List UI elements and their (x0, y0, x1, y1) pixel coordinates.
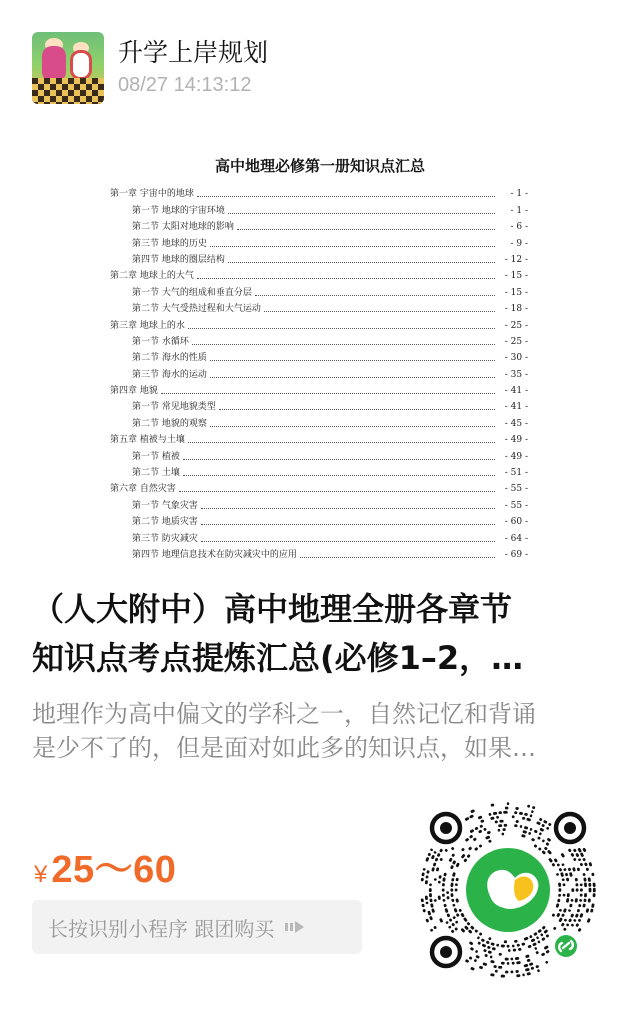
toc-label: 第二节 太阳对地球的影响 (132, 222, 234, 233)
toc-page-number: - 25 - (504, 320, 528, 331)
toc-label: 第四章 地貌 (110, 386, 158, 397)
toc-label: 第六章 自然灾害 (110, 484, 176, 495)
toc-section-row (110, 348, 530, 364)
toc-section-row (110, 495, 530, 511)
toc-page-number: - 49 - (504, 451, 528, 462)
toc-page-number: - 25 - (504, 336, 528, 347)
long-press-hint (32, 900, 362, 954)
toc-section-row (110, 446, 530, 462)
toc-label: 第二节 地质灾害 (132, 517, 198, 528)
toc-section-row (110, 200, 530, 216)
toc-section-row (110, 299, 530, 315)
toc-chapter-row (110, 430, 530, 446)
toc-leader-dots (161, 393, 495, 394)
toc-page-number: - 41 - (504, 386, 528, 397)
toc-label: 第二章 地球上的大气 (110, 271, 194, 282)
toc-leader-dots (237, 229, 495, 230)
toc-section-row (110, 282, 530, 298)
miniprogram-logo-icon (461, 843, 555, 937)
toc-page-number: - 35 - (504, 369, 528, 380)
toc-section-row (110, 512, 530, 528)
toc-leader-dots (264, 311, 495, 312)
toc-leader-dots (228, 262, 495, 263)
toc-page-number: - 30 - (504, 353, 528, 364)
toc-chapter-row (110, 381, 530, 397)
toc-label: 第一节 大气的组成和垂直分层 (132, 287, 252, 298)
toc-leader-dots (183, 475, 495, 476)
product-title-line: 知识点考点提炼汇总(必修1–2，… (32, 639, 524, 677)
toc-page-number: - 1 - (510, 189, 528, 200)
toc-leader-dots (192, 344, 495, 345)
toc-label: 第四节 地理信息技术在防灾减灾中的应用 (132, 549, 297, 560)
toc-page-number: - 69 - (504, 549, 528, 560)
product-title[interactable] (32, 585, 598, 683)
toc-page-number: - 41 - (504, 402, 528, 413)
toc-label: 第一节 地球的宇宙环境 (132, 205, 225, 216)
toc-section-row (110, 397, 530, 413)
toc-leader-dots (210, 426, 495, 427)
table-of-contents (110, 184, 530, 561)
price-amount: 25～60 (51, 849, 177, 891)
toc-label: 第三节 防灾减灾 (132, 533, 198, 544)
toc-section-row (110, 528, 530, 544)
toc-leader-dots (201, 524, 495, 525)
toc-label: 第二节 土壤 (132, 468, 180, 479)
account-name[interactable]: 升学上岸规划 (118, 38, 269, 67)
toc-section-row (110, 545, 530, 561)
toc-label: 第一节 气象灾害 (132, 500, 198, 511)
avatar[interactable] (32, 32, 104, 104)
post-header (32, 32, 268, 104)
toc-page-number: - 6 - (510, 222, 528, 233)
toc-label: 第三章 地球上的水 (110, 320, 185, 331)
toc-page-number: - 15 - (504, 287, 528, 298)
toc-section-row (110, 233, 530, 249)
price (34, 838, 176, 893)
toc-chapter-row (110, 266, 530, 282)
toc-label: 第二节 海水的性质 (132, 353, 207, 364)
product-description-line: 地理作为高中偏文的学科之一，自然记忆和背诵 (32, 700, 536, 728)
toc-label: 第四节 地球的圈层结构 (132, 254, 225, 265)
document-title: 高中地理必修第一册知识点汇总 (214, 157, 425, 175)
long-press-arrow-icon (284, 918, 306, 936)
toc-leader-dots (183, 459, 495, 460)
toc-leader-dots (210, 360, 495, 361)
toc-page-number: - 15 - (504, 271, 528, 282)
toc-label: 第三节 地球的历史 (132, 238, 207, 249)
toc-label: 第一节 植被 (132, 451, 180, 462)
toc-leader-dots (197, 278, 495, 279)
toc-label: 第五章 植被与土壤 (110, 435, 185, 446)
avatar-figure (42, 46, 66, 82)
toc-chapter-row (110, 479, 530, 495)
toc-leader-dots (255, 295, 495, 296)
toc-page-number: - 9 - (510, 238, 528, 249)
toc-page-number: - 55 - (504, 500, 528, 511)
toc-section-row (110, 463, 530, 479)
toc-leader-dots (179, 491, 495, 492)
toc-section-row (110, 413, 530, 429)
avatar-figure (70, 50, 92, 80)
toc-chapter-row (110, 184, 530, 200)
long-press-hint-text: 长按识别小程序 跟团购买 (48, 916, 275, 941)
toc-leader-dots (188, 328, 495, 329)
product-title-line: （人大附中）高中地理全册各章节 (32, 590, 513, 628)
toc-page-number: - 18 - (504, 304, 528, 315)
toc-page-number: - 51 - (504, 468, 528, 479)
toc-leader-dots (188, 442, 495, 443)
miniprogram-code[interactable] (418, 800, 598, 980)
toc-leader-dots (201, 508, 495, 509)
product-description-line: 是少不了的，但是面对如此多的知识点，如果… (32, 734, 536, 762)
header-text (118, 37, 268, 99)
toc-label: 第一节 水循环 (132, 336, 189, 347)
toc-page-number: - 55 - (504, 484, 528, 495)
toc-leader-dots (210, 377, 495, 378)
toc-leader-dots (197, 196, 495, 197)
toc-section-row (110, 217, 530, 233)
toc-leader-dots (201, 541, 495, 542)
toc-chapter-row (110, 315, 530, 331)
toc-page-number: - 1 - (510, 205, 528, 216)
toc-leader-dots (210, 246, 495, 247)
toc-label: 第二节 大气受热过程和大气运动 (132, 304, 261, 315)
toc-label: 第二节 地貌的观察 (132, 418, 207, 429)
toc-page-number: - 64 - (504, 533, 528, 544)
toc-label: 第一章 宇宙中的地球 (110, 189, 194, 200)
avatar-checker-floor (32, 78, 104, 104)
toc-section-row (110, 250, 530, 266)
toc-section-row (110, 364, 530, 380)
toc-page-number: - 12 - (504, 254, 528, 265)
toc-label: 第三节 海水的运动 (132, 369, 207, 380)
product-description (32, 697, 598, 765)
toc-leader-dots (228, 213, 495, 214)
toc-leader-dots (300, 557, 495, 558)
toc-section-row (110, 332, 530, 348)
toc-page-number: - 60 - (504, 517, 528, 528)
price-currency: ¥ (34, 861, 48, 888)
toc-label: 第一节 常见地貌类型 (132, 402, 216, 413)
toc-page-number: - 45 - (504, 418, 528, 429)
toc-page-number: - 49 - (504, 435, 528, 446)
miniprogram-link-icon (553, 933, 579, 959)
post-timestamp: 08/27 14:13:12 (118, 74, 252, 96)
document-preview-image[interactable] (110, 148, 530, 560)
toc-leader-dots (219, 409, 495, 410)
